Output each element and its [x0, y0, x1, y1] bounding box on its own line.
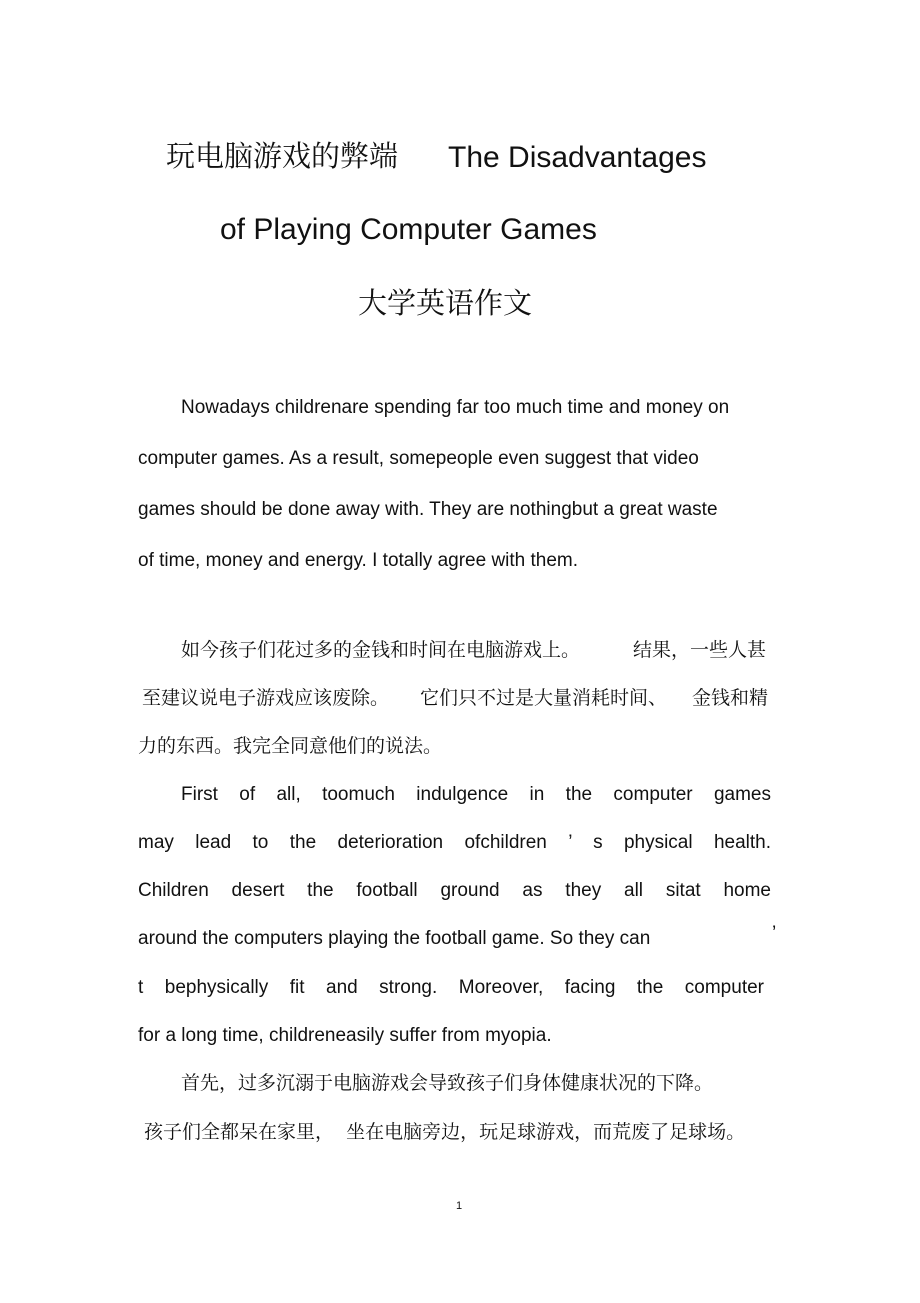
para2-en-line-6: for a long time, childreneasily suffer from myopia.	[138, 1025, 552, 1046]
para1-zh-line-3: 力的东西。我完全同意他们的说法。	[138, 735, 443, 757]
title-line-1-zh: 玩电脑游戏的弊端	[166, 139, 399, 173]
title-line-3: 大学英语作文	[358, 286, 533, 320]
para1-zh-line-2a: 至建议说电子游戏应该废除。	[142, 687, 390, 709]
para1-zh-line-2c: 金钱和精	[692, 687, 769, 709]
para1-zh-line-1a: 如今孩子们花过多的金钱和时间在电脑游戏上。	[181, 639, 581, 661]
para1-en-line-1: Nowadays childrenare spending far too much time and money on	[181, 397, 730, 418]
para2-en-line-5: t bephysically fit and strong. Moreover, facing the computer	[138, 977, 764, 998]
para1-zh-line-2b: 它们只不过是大量消耗时间、	[420, 687, 668, 709]
title-line-2: of Playing Computer Games	[220, 213, 597, 246]
para1-en-line-4: of time, money and energy. I totally agree with them.	[138, 550, 579, 571]
para1-en-line-2: computer games. As a result, somepeople even suggest that video	[138, 448, 699, 469]
para1-zh-line-1b: 结果，一些人甚	[633, 639, 767, 661]
para2-en-line-4: around the computers playing the football game. So they can	[138, 928, 651, 949]
para2-en-line-2: may lead to the deterioration ofchildren ’ s physical health.	[138, 832, 771, 853]
para2-zh-line-2: 孩子们全都呆在家里， 坐在电脑旁边，玩足球游戏，而荒废了足球场。	[144, 1121, 746, 1143]
stray-apostrophe: ’	[772, 923, 777, 944]
para2-zh-line-1: 首先，过多沉溺于电脑游戏会导致孩子们身体健康状况的下降。	[181, 1072, 714, 1094]
para2-en-line-3: Children desert the football ground as they all sitat home	[138, 880, 771, 901]
title-line-1-en: The Disadvantages	[448, 141, 707, 174]
para2-en-line-1: First of all, toomuch indulgence in the computer games	[181, 784, 771, 805]
para1-en-line-3: games should be done away with. They are nothingbut a great waste	[138, 499, 718, 520]
page-number: 1	[456, 1200, 463, 1212]
